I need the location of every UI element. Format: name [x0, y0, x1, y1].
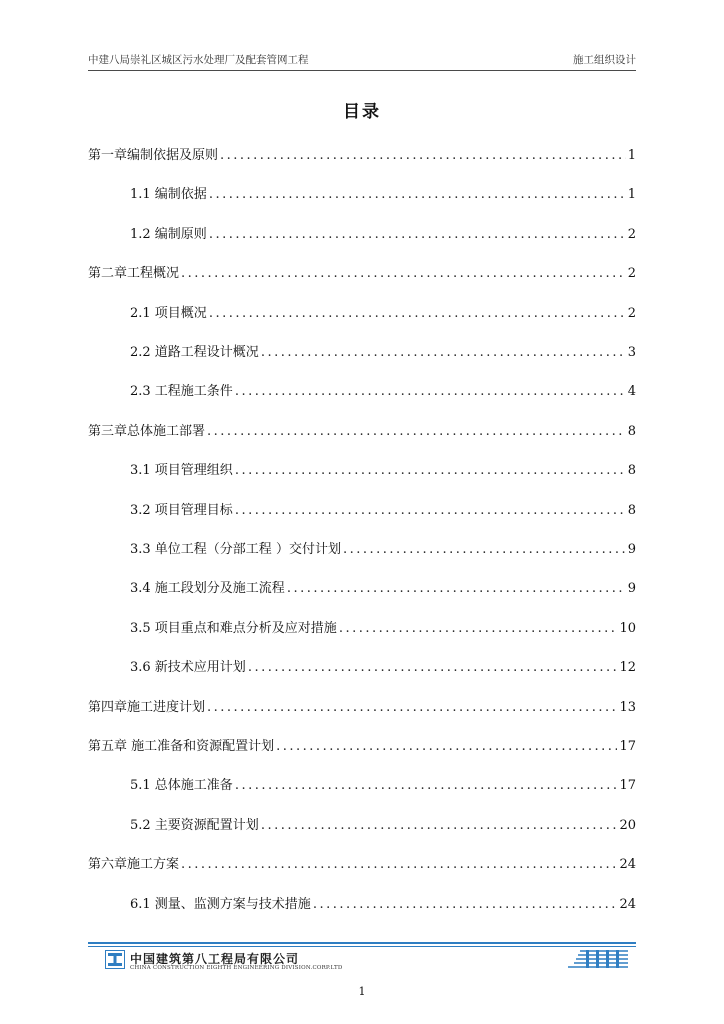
cscec-logo-icon — [105, 950, 125, 969]
company-name-cn: 中国建筑第八工程局有限公司 — [130, 952, 300, 966]
toc-entry-page: 2 — [627, 227, 636, 242]
header-document-type: 施工组织设计 — [573, 54, 636, 66]
toc-chapter-entry[interactable] — [88, 853, 636, 873]
toc-entry-page: 1 — [627, 148, 636, 163]
toc-section-entry[interactable] — [130, 577, 636, 597]
toc-entry-label: 3.4 施工段划分及施工流程 — [130, 581, 285, 596]
toc-dot-leader — [235, 463, 626, 479]
toc-dot-leader — [209, 187, 626, 203]
toc-section-entry[interactable] — [130, 341, 636, 361]
company-name-en: CHINA CONSTRUCTION EIGHTH ENGINEERING DIVISION.CORP.LTD — [130, 965, 343, 971]
footer-divider-thick — [88, 942, 636, 944]
toc-dot-leader — [209, 306, 626, 322]
toc-entry-label: 3.3 单位工程（分部工程 ）交付计划 — [130, 542, 341, 557]
toc-entry-label: 5.2 主要资源配置计划 — [130, 818, 259, 833]
toc-dot-leader — [181, 266, 626, 282]
toc-dot-leader — [261, 345, 626, 361]
toc-entry-page: 17 — [619, 739, 636, 754]
toc-entry-page: 1 — [627, 187, 636, 202]
toc-dot-leader — [207, 700, 617, 716]
toc-dot-leader — [235, 384, 626, 400]
toc-entry-label: 3.6 新技术应用计划 — [130, 660, 246, 675]
toc-entry-page: 10 — [619, 621, 636, 636]
page-number: 1 — [358, 985, 366, 998]
toc-entry-page: 24 — [619, 857, 636, 872]
toc-entry-label: 第三章总体施工部署 — [88, 424, 206, 439]
toc-dot-leader — [261, 818, 618, 834]
toc-dot-leader — [276, 739, 617, 755]
toc-section-entry[interactable] — [130, 656, 636, 676]
striped-emblem-icon — [566, 949, 632, 971]
header-project-title: 中建八局崇礼区城区污水处理厂及配套管网工程 — [88, 54, 309, 66]
toc-chapter-entry[interactable] — [88, 420, 636, 440]
toc-section-entry[interactable] — [130, 617, 636, 637]
toc-entry-label: 2.2 道路工程设计概况 — [130, 345, 259, 360]
footer-divider-thin — [88, 946, 636, 947]
toc-title: 目录 — [343, 102, 381, 122]
toc-section-entry[interactable] — [130, 223, 636, 243]
toc-entry-label: 3.2 项目管理目标 — [130, 503, 233, 518]
toc-chapter-entry[interactable] — [88, 735, 636, 755]
toc-entry-page: 8 — [627, 424, 636, 439]
toc-entry-label: 第一章编制依据及原则 — [88, 148, 219, 163]
toc-entry-page: 12 — [619, 660, 636, 675]
toc-entry-label: 6.1 测量、监测方案与技术措施 — [130, 897, 311, 912]
toc-entry-page: 2 — [627, 266, 636, 281]
toc-chapter-entry[interactable] — [88, 262, 636, 282]
toc-entry-label: 1.2 编制原则 — [130, 227, 207, 242]
toc-entry-page: 9 — [627, 581, 636, 596]
toc-section-entry[interactable] — [130, 814, 636, 834]
toc-dot-leader — [207, 424, 626, 440]
header-divider — [88, 70, 636, 71]
toc-entry-page: 24 — [619, 897, 636, 912]
toc-section-entry[interactable] — [130, 538, 636, 558]
toc-entry-page: 20 — [619, 818, 636, 833]
toc-section-entry[interactable] — [130, 893, 636, 913]
toc-dot-leader — [209, 227, 626, 243]
toc-section-entry[interactable] — [130, 774, 636, 794]
toc-entry-label: 3.1 项目管理组织 — [130, 463, 233, 478]
toc-entry-label: 2.1 项目概况 — [130, 306, 207, 321]
toc-entry-page: 17 — [619, 778, 636, 793]
toc-dot-leader — [235, 778, 618, 794]
toc-section-entry[interactable] — [130, 499, 636, 519]
toc-entry-label: 2.3 工程施工条件 — [130, 384, 233, 399]
toc-dot-leader — [339, 621, 618, 637]
toc-section-entry[interactable] — [130, 459, 636, 479]
toc-chapter-entry[interactable] — [88, 696, 636, 716]
toc-entry-page: 2 — [627, 306, 636, 321]
page-header — [88, 52, 636, 68]
toc-entry-label: 5.1 总体施工准备 — [130, 778, 233, 793]
toc-entry-page: 4 — [627, 384, 636, 399]
toc-dot-leader — [248, 660, 618, 676]
toc-dot-leader — [220, 148, 626, 164]
toc-entry-label: 第五章 施工准备和资源配置计划 — [88, 739, 275, 754]
toc-dot-leader — [287, 581, 626, 597]
toc-dot-leader — [235, 503, 626, 519]
toc-entry-page: 8 — [627, 463, 636, 478]
toc-dot-leader — [313, 897, 618, 913]
toc-entry-page: 9 — [627, 542, 636, 557]
toc-entry-label: 第二章工程概况 — [88, 266, 180, 281]
toc-section-entry[interactable] — [130, 380, 636, 400]
toc-section-entry[interactable] — [130, 302, 636, 322]
toc-dot-leader — [181, 857, 617, 873]
toc-entry-label: 3.5 项目重点和难点分析及应对措施 — [130, 621, 337, 636]
toc-entry-page: 3 — [627, 345, 636, 360]
toc-chapter-entry[interactable] — [88, 144, 636, 164]
toc-section-entry[interactable] — [130, 183, 636, 203]
toc-entry-label: 第六章施工方案 — [88, 857, 180, 872]
toc-dot-leader — [343, 542, 626, 558]
toc-entry-page: 8 — [627, 503, 636, 518]
toc-entry-label: 1.1 编制依据 — [130, 187, 207, 202]
toc-entry-label: 第四章施工进度计划 — [88, 700, 206, 715]
toc-entry-page: 13 — [619, 700, 636, 715]
